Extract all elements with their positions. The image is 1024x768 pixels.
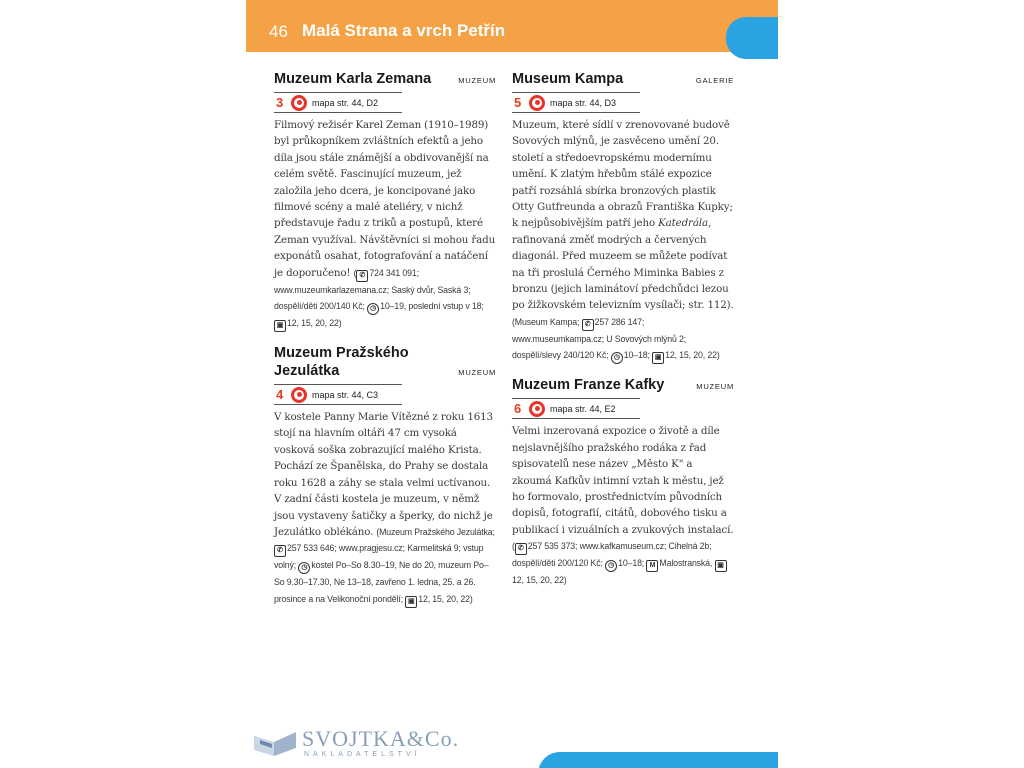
info-pre: (Museum Kampa; — [512, 316, 580, 327]
entry-category: MUZEUM — [696, 382, 734, 392]
ref-number: 6 — [514, 401, 522, 417]
entry-info — [512, 317, 720, 360]
tram-icon: ▣ — [274, 320, 286, 332]
section-tab-top — [726, 17, 778, 59]
phone-icon: ✆ — [274, 545, 286, 557]
info-pre: ( — [353, 267, 357, 278]
entry-body — [512, 117, 734, 364]
hours-text: 10–18; — [623, 350, 650, 361]
metro-text: Malostranská, — [659, 558, 713, 569]
ref-number: 3 — [276, 95, 284, 110]
entry-body-text-b: rafinovaná změť modrých a červených diagonál. Před muzeem se můžete podívat na tři proslulá Černého Miminka Babies z bronzu (jejich laminátoví předchůdci lezou po žižkovském televizním vysílači; str. 112). — [512, 233, 734, 312]
info-pre: (Muzeum Pražského Jezulátka; — [376, 526, 495, 537]
left-column — [274, 70, 496, 620]
clock-icon: ◷ — [298, 562, 310, 574]
entry-title: Museum Kampa — [512, 71, 624, 87]
entry-category: MUZEUM — [458, 368, 496, 378]
entry-category: GALERIE — [695, 76, 734, 85]
publisher-name: SVOJTKA&Co. — [302, 726, 460, 751]
book-icon — [252, 726, 298, 760]
map-reference — [274, 384, 402, 405]
info-details: www.muzeumkarlazemana.cz; Saský dvůr, Saská 3; dospělí/děti 200/140 Kč; — [274, 284, 471, 312]
map-reference — [512, 398, 640, 419]
tram-text: 12, 15, 20, 22) — [418, 593, 473, 604]
phone-icon: ✆ — [582, 319, 594, 331]
entry-body-text: Filmový režisér Karel Zeman (1910–1989) byl průkopníkem zvláštních efektů a jeho díla jsou stále známější a obdivovanější na celém světě. Fascinující muzeum, jež založila jeho dcera, je koncipované jako filmové scény a malé ateliéry, v nichž představuje řadu z triků a postupů, které Zeman využíval. Návštěvníci si mohou řadu exponátů osahat, fotografování a natáčení je doporučeno! — [274, 119, 496, 279]
tram-icon: ▣ — [652, 352, 664, 364]
entry-info — [512, 541, 728, 585]
phone-text: 724 341 091; — [369, 267, 419, 278]
guidebook-page — [246, 0, 778, 768]
hours-text: 10–18; — [618, 558, 645, 569]
map-reference — [274, 92, 402, 113]
entry-body-text-a: Muzeum, které sídlí v zrenovované budově Sovových mlýnů, je zasvěceno umění 20. století a středoevropskému modernímu umění. K zlatým hřebům stálé expozice patří rozsáhlá sbírka bronzových plastik Otty Gutfreunda a obrazů Františka Kupky; k nejpůsobivějším patří jeho — [512, 119, 733, 230]
tram-text: 12, 15, 20, 22) — [287, 318, 342, 329]
clock-icon: ◷ — [367, 303, 379, 315]
entry-body-text: V kostele Panny Marie Vítězné z roku 1613 stojí na hlavním oltáři 47 cm vysoká vosková soška zobrazující malého Krista. Pochází ze Španělska, do Prahy se dostala roku 1628 a záhy se stala velmi uctívanou. V zadní části kostela je muzeum, v němž jsou vystaveny šatičky a šperky, do nichž je Jezulátko oblékáno. — [274, 411, 493, 538]
sight-target-icon — [291, 95, 307, 111]
phone-icon: ✆ — [515, 543, 527, 555]
ref-number: 5 — [514, 95, 522, 110]
tram-icon: ▣ — [405, 596, 417, 608]
entry-body-text: Velmi inzerovaná expozice o životě a díle nejslavnějšího pražského rodáka z řad spisovatelů nese název „Město K" a zkoumá Kafkův intimní vztah k městu, jež ho formovalo, prostřednictvím původních dopisů, fotografií, citátů, dobového tisku a publikací i vizuálních a zvukových instalací. — [512, 425, 734, 536]
publisher-sub: NAKLADATELSTVÍ — [304, 751, 421, 758]
tram-text: 12, 15, 20, 22) — [665, 350, 720, 361]
section-tab-bottom — [538, 752, 778, 768]
right-column — [512, 70, 734, 601]
artwork-title: Katedrála, — [658, 217, 712, 230]
phone-icon: ✆ — [356, 270, 368, 282]
entry-muzeum-franze-kafky — [512, 376, 734, 588]
ref-text: mapa str. 44, D2 — [312, 97, 379, 108]
entry-muzeum-karla-zemana — [274, 70, 496, 332]
ref-text: mapa str. 44, E2 — [550, 403, 616, 414]
publisher-logo — [252, 726, 460, 760]
sight-target-icon — [529, 95, 545, 111]
entry-muzeum-prazskeho-jezulatka — [274, 344, 496, 608]
tram-text: 12, 15, 20, 22) — [512, 575, 567, 586]
chapter-title: Malá Strana a vrch Petřín — [302, 21, 506, 40]
hours-text: kostel Po–So 8.30–19, Ne do 20, muzeum Po–So 9.30–17.30, Ne 13–18, zavřeno 1. ledna, 25. a 26. prosince a na Velikonoční pondělí; — [274, 560, 489, 604]
entry-category: MUZEUM — [458, 76, 496, 85]
hours-text: 10–19, poslední vstup v 18; — [380, 301, 484, 312]
clock-icon: ◷ — [611, 352, 623, 364]
sight-target-icon — [291, 387, 307, 403]
entry-title: Muzeum Pražského Jezulátka — [274, 345, 409, 380]
tram-icon: ▣ — [715, 560, 727, 572]
phone-text: 257 535 373; — [527, 541, 578, 552]
page-header — [246, 0, 778, 52]
entry-body — [274, 409, 496, 608]
info-details: www.kafkamuseum.cz; Cihelná 2b; dospělí/děti 200/120 Kč; — [512, 541, 712, 569]
info-pre: ( — [512, 541, 515, 552]
clock-icon: ◷ — [605, 560, 617, 572]
phone-text: 257 286 147; — [594, 316, 645, 327]
ref-number: 4 — [276, 387, 284, 403]
page-number: 46 — [269, 22, 288, 41]
info-details: www.museumkampa.cz; U Sovových mlýnů 2; dospělí/slevy 240/120 Kč; — [512, 333, 687, 361]
map-reference — [512, 92, 640, 113]
entry-body — [512, 423, 734, 588]
metro-icon: M — [646, 560, 658, 572]
sight-target-icon — [529, 401, 545, 417]
entry-title: Muzeum Franze Kafky — [512, 377, 665, 394]
ref-text: mapa str. 44, C3 — [312, 389, 379, 400]
phone-text: 257 533 646; — [287, 543, 337, 554]
ref-text: mapa str. 44, D3 — [550, 97, 617, 108]
entry-museum-kampa — [512, 70, 734, 364]
info-details: www.pragjesu.cz; Karmelitská 9; vstup volný; — [274, 543, 484, 571]
entry-body — [274, 117, 496, 332]
entry-title: Muzeum Karla Zemana — [274, 71, 432, 87]
entry-info — [274, 527, 495, 604]
